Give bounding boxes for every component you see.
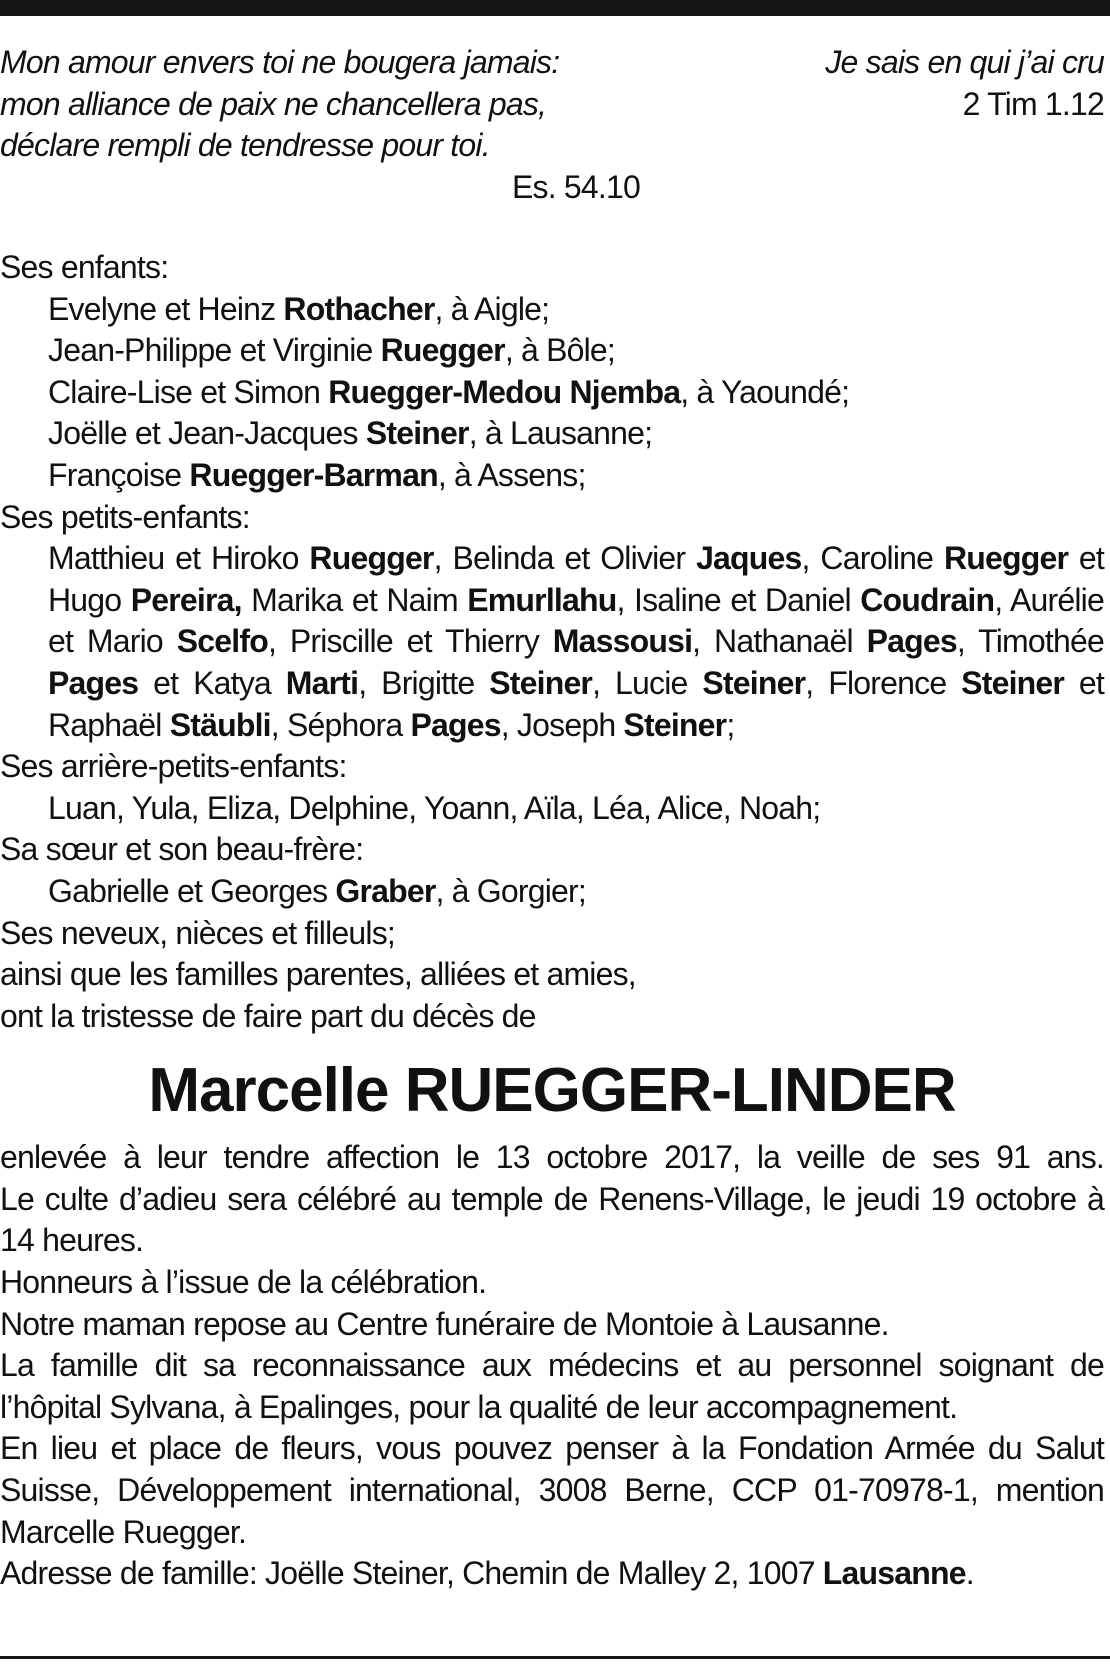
verse-line: Je sais en qui j’ai cru xyxy=(825,44,1104,80)
entry-place: , à Bôle; xyxy=(504,332,616,369)
grandchild-names: , Isaline et Daniel xyxy=(616,581,861,618)
details-block xyxy=(0,1137,1104,1553)
bottom-rule xyxy=(0,1656,1110,1659)
grandchild-names: , Caroline xyxy=(801,540,944,577)
detail-paragraph: En lieu et place de fleurs, vous pouvez penser à la Fondation Armée du Salut Suisse, Développement international, 3008 Berne, CCP 01-70978-1, mention Marcelle Ruegger. xyxy=(0,1430,1104,1550)
great-grandchildren-list: Luan, Yula, Eliza, Delphine, Yoann, Aïla, Léa, Alice, Noah; xyxy=(48,789,821,826)
entry-place: , à Assens; xyxy=(437,456,586,493)
child-entry xyxy=(0,372,1104,414)
grandchild-surname: Emurllahu xyxy=(467,581,617,618)
verse-timothy xyxy=(825,42,1104,125)
address-end: . xyxy=(965,1555,974,1592)
entry-names: Jean-Philippe et Virginie xyxy=(48,332,381,369)
address-text: Adresse de famille: Joëlle Steiner, Chemin de Malley 2, 1007 xyxy=(0,1555,823,1592)
grandchild-surname: Scelfo xyxy=(176,623,268,660)
verse-line: mon alliance de paix ne chancellera pas, xyxy=(0,85,547,122)
entry-surname: Steiner xyxy=(365,415,469,452)
verse-isaiah xyxy=(0,42,640,208)
closing-line: ont la tristesse de faire part du décès de xyxy=(0,997,536,1034)
verse-reference: Es. 54.10 xyxy=(511,168,640,205)
grandchild-names: et Raphaël xyxy=(48,664,1104,743)
children-list xyxy=(0,289,1104,497)
grandchild-names: , Brigitte xyxy=(358,664,490,701)
entry-surname: Ruegger-Barman xyxy=(189,456,438,493)
entry-surname: Rothacher xyxy=(283,290,435,327)
closing-line: ainsi que les familles parentes, alliées et amies, xyxy=(0,956,636,993)
grandchild-surname: Massousi xyxy=(552,623,693,660)
section-heading-great-grandchildren: Ses arrière-petits-enfants: xyxy=(0,748,347,785)
entry-names: Joëlle et Jean-Jacques xyxy=(48,415,366,452)
grandchild-surname: Steiner xyxy=(702,664,806,701)
grandchild-names: , Lucie xyxy=(592,664,703,701)
entry-place: , à Lausanne; xyxy=(468,415,653,452)
top-rule xyxy=(0,0,1110,16)
grandchild-surname: Pereira, xyxy=(130,581,242,618)
grandchild-names: , Aurélie et Mario xyxy=(48,581,1104,660)
entry-names: Gabrielle et Georges xyxy=(48,872,336,909)
grandchild-surname: Ruegger xyxy=(309,540,434,577)
child-entry xyxy=(0,289,1104,331)
grandchild-surname: Steiner xyxy=(961,664,1065,701)
verse-reference: 2 Tim 1.12 xyxy=(962,85,1104,122)
grandchild-surname: Jaques xyxy=(696,540,802,577)
family-address xyxy=(0,1553,1104,1595)
bible-verses xyxy=(0,42,1104,206)
detail-paragraph: Honneurs à l’issue de la célébration. xyxy=(0,1264,487,1301)
grandchild-surname: Stäubli xyxy=(169,706,271,743)
grandchild-names: et Katya xyxy=(138,664,286,701)
child-entry xyxy=(0,455,1104,497)
grandchild-names: , Nathanaël xyxy=(692,623,867,660)
entry-surname: Ruegger-Medou Njemba xyxy=(328,373,681,410)
detail-paragraph: Le culte d’adieu sera célébré au temple de Renens-Village, le jeudi 19 octobre à 14 heures. xyxy=(0,1180,1104,1259)
deceased-name: Marcelle RUEGGER-LINDER xyxy=(148,1056,956,1126)
spacer xyxy=(0,206,1104,247)
grandchild-surname: Steiner xyxy=(489,664,593,701)
grandchild-names: , Séphora xyxy=(270,706,411,743)
verse-line: Mon amour envers toi ne bougera jamais: xyxy=(0,44,560,80)
grandchild-surname: Pages xyxy=(410,706,501,743)
grandchild-names: et Hugo xyxy=(48,540,1105,618)
grandchild-names: , Florence xyxy=(805,664,962,701)
entry-names: Claire-Lise et Simon xyxy=(48,373,329,410)
grandchild-names: Matthieu et Hiroko xyxy=(48,540,310,577)
grandchildren-paragraph xyxy=(0,538,1104,746)
detail-paragraph: La famille dit sa reconnaissance aux médecins et au personnel soignant de l’hôpital Sylvana, à Epalinges, pour la qualité de leur accompagnement. xyxy=(0,1347,1104,1425)
detail-paragraph: Notre maman repose au Centre funéraire de Montoie à Lausanne. xyxy=(0,1305,889,1342)
grandchild-surname: Marti xyxy=(285,664,359,701)
grandchild-surname: Steiner xyxy=(623,706,727,743)
grandchild-surname: Pages xyxy=(48,664,139,701)
closing-line: Ses neveux, nièces et filleuls; xyxy=(0,914,395,951)
sister-entry xyxy=(0,871,1104,913)
address-city: Lausanne xyxy=(822,1555,966,1592)
entry-place: , à Yaoundé; xyxy=(680,373,850,410)
child-entry xyxy=(0,413,1104,455)
entry-names: Evelyne et Heinz xyxy=(48,290,284,327)
section-heading-grandchildren: Ses petits-enfants: xyxy=(0,498,250,535)
grandchild-names: , Timothée xyxy=(956,623,1104,660)
entry-surname: Ruegger xyxy=(380,332,505,369)
grandchild-surname: Ruegger xyxy=(943,540,1069,577)
entry-place: , à Gorgier; xyxy=(435,872,586,909)
obituary-notice xyxy=(0,42,1104,1595)
grandchild-surname: Coudrain xyxy=(860,581,995,618)
grandchild-names: Marika et Naim xyxy=(241,581,468,618)
detail-paragraph: enlevée à leur tendre affection le 13 octobre 2017, la veille de ses 91 ans. xyxy=(0,1139,1104,1176)
grandchild-surname: Pages xyxy=(866,623,957,660)
entry-names: Françoise xyxy=(48,456,190,493)
entry-surname: Graber xyxy=(335,872,436,909)
grandchild-names: ; xyxy=(726,706,735,743)
section-heading-children: Ses enfants: xyxy=(0,249,169,285)
entry-place: , à Aigle; xyxy=(434,290,550,327)
grandchild-names: , Priscille et Thierry xyxy=(267,623,553,660)
verse-line: déclare rempli de tendresse pour toi. xyxy=(0,127,490,164)
grandchild-names: , Belinda et Olivier xyxy=(433,540,697,577)
child-entry xyxy=(0,330,1104,372)
grandchild-names: , Joseph xyxy=(500,706,624,743)
section-heading-sister: Sa sœur et son beau-frère: xyxy=(0,831,364,868)
